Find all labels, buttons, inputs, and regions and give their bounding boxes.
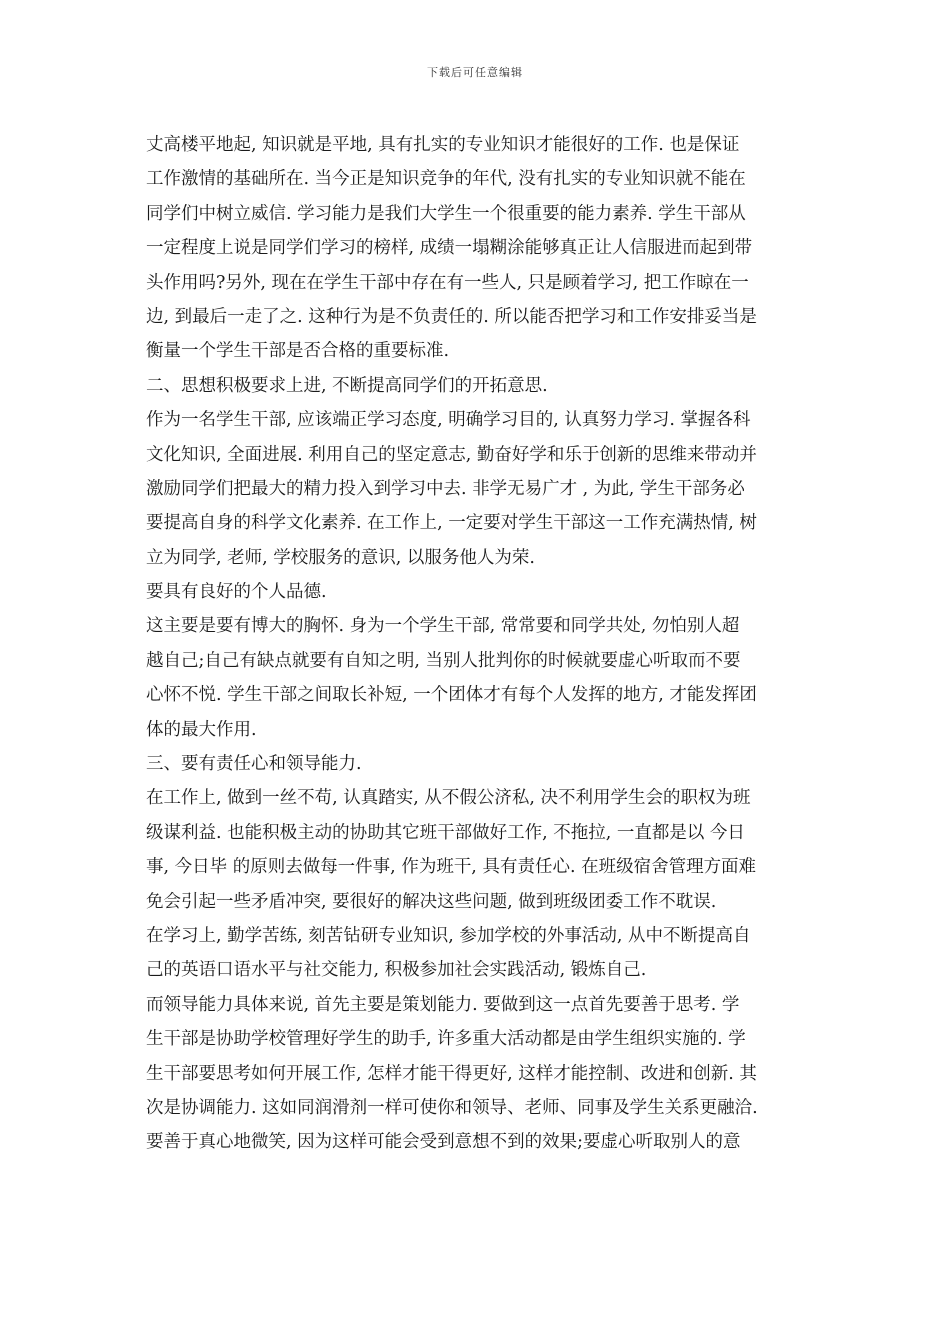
text-line: 生干部要思考如何开展工作, 怎样才能干得更好, 这样才能控制、改进和创新. 其	[146, 1063, 757, 1084]
text-line: 二、思想积极要求上进, 不断提高同学们的开拓意思.	[146, 375, 548, 396]
text-line: 一定程度上说是同学们学习的榜样, 成绩一塌糊涂能够真正让人信服进而起到带	[146, 238, 753, 259]
text-line: 心怀不悦. 学生干部之间取长补短, 一个团体才有每个人发挥的地方, 才能发挥团	[146, 685, 757, 706]
text-line: 在学习上, 勤学苦练, 刻苦钻研专业知识, 参加学校的外事活动, 从中不断提高自	[146, 925, 751, 946]
text-line: 头作用吗?另外, 现在在学生干部中存在有一些人, 只是顾着学习, 把工作晾在一	[146, 272, 749, 293]
text-line: 级谋利益. 也能积极主动的协助其它班干部做好工作, 不拖拉, 一直都是以 今日	[146, 822, 745, 843]
text-line: 衡量一个学生干部是否合格的重要标准.	[146, 341, 450, 362]
text-line: 事, 今日毕 的原则去做每一件事, 作为班干, 具有责任心. 在班级宿舍管理方面难	[146, 857, 757, 878]
text-line: 作为一名学生干部, 应该端正学习态度, 明确学习目的, 认真努力学习. 掌握各科	[146, 410, 751, 431]
text-line: 要善于真心地微笑, 因为这样可能会受到意想不到的效果;要虚心听取别人的意	[146, 1132, 741, 1153]
text-line: 次是协调能力. 这如同润滑剂一样可使你和领导、老师、同事及学生关系更融洽.	[146, 1097, 758, 1118]
text-line: 丈高楼平地起, 知识就是平地, 具有扎实的专业知识才能很好的工作. 也是保证	[146, 135, 740, 155]
document-body	[146, 128, 814, 1160]
text-line: 边, 到最后一走了之. 这种行为是不负责任的. 所以能否把学习和工作安排妥当是	[146, 306, 757, 327]
text-line: 三、要有责任心和领导能力.	[146, 754, 362, 775]
text-line: 免会引起一些矛盾冲突, 要很好的解决这些问题, 做到班级团委工作不耽误.	[146, 891, 717, 912]
text-line: 而领导能力具体来说, 首先主要是策划能力. 要做到这一点首先要善于思考. 学	[146, 994, 740, 1015]
text-line: 体的最大作用.	[146, 719, 257, 740]
text-line: 己的英语口语水平与社交能力, 积极参加社会实践活动, 锻炼自己.	[146, 960, 647, 981]
text-line: 这主要是要有博大的胸怀. 身为一个学生干部, 常常要和同学共处, 勿怕别人超	[146, 616, 740, 637]
text-line: 工作激情的基础所在. 当今正是知识竞争的年代, 没有扎实的专业知识就不能在	[146, 169, 746, 190]
text-line: 激励同学们把最大的精力投入到学习中去. 非学无易广才 , 为此, 学生干部务必	[146, 478, 745, 499]
text-line: 要提高自身的科学文化素养. 在工作上, 一定要对学生干部这一工作充满热情, 树	[146, 513, 757, 534]
text-line: 越自己;自己有缺点就要有自知之明, 当别人批判你的时候就要虚心听取而不要	[146, 650, 741, 671]
text-line: 立为同学, 老师, 学校服务的意识, 以服务他人为荣.	[146, 547, 535, 568]
text-line: 同学们中树立威信. 学习能力是我们大学生一个很重要的能力素养. 学生干部从	[146, 203, 746, 224]
text-line: 要具有良好的个人品德.	[146, 582, 327, 603]
page-header: 下载后可任意编辑	[427, 66, 523, 79]
text-line: 文化知识, 全面进展. 利用自己的坚定意志, 勤奋好学和乐于创新的思维来带动并	[146, 444, 757, 465]
text-line: 生干部是协助学校管理好学生的助手, 许多重大活动都是由学生组织实施的. 学	[146, 1029, 746, 1050]
text-line: 在工作上, 做到一丝不苟, 认真踏实, 从不假公济私, 决不利用学生会的职权为班	[146, 788, 751, 809]
